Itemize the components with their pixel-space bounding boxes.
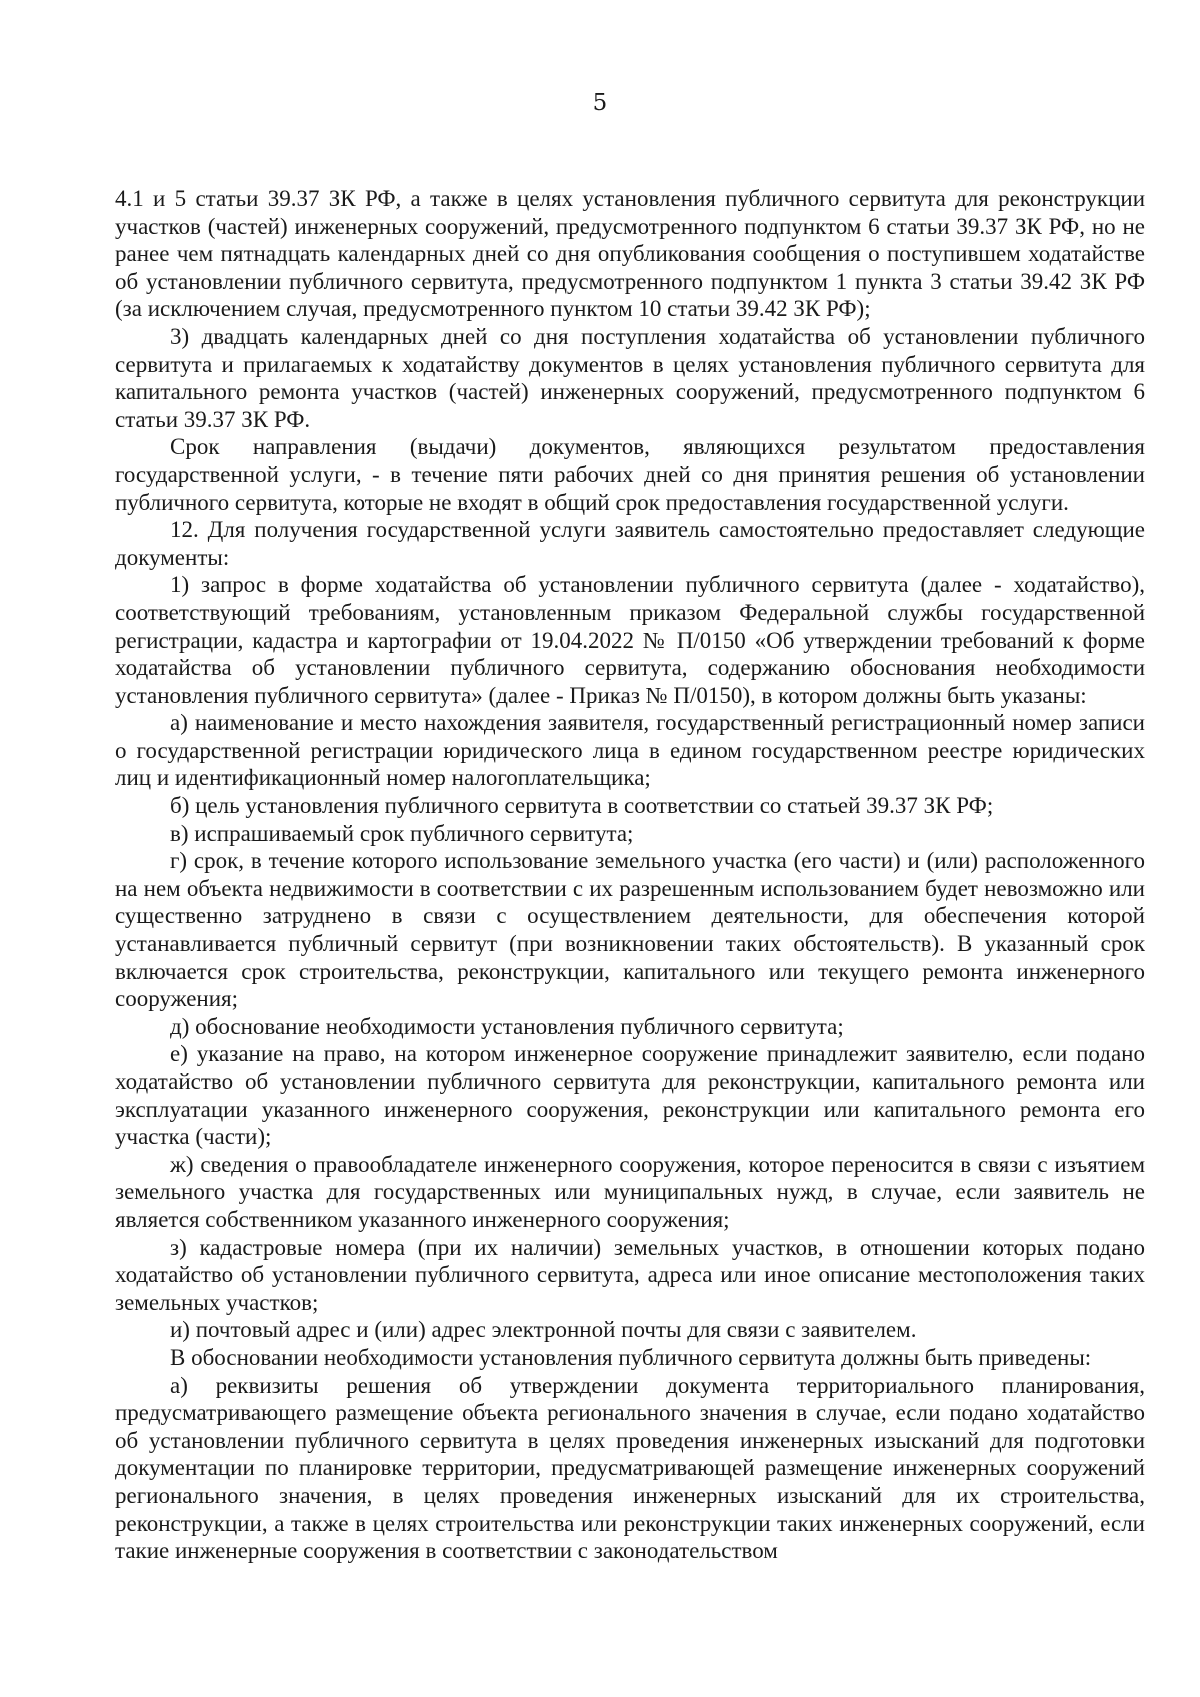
paragraph-subitem-z: з) кадастровые номера (при их наличии) земельных участков, в отношении которых подано ходатайство об установлении публичного сервитута, адреса или иное описание местоположения таких земельных участков; <box>115 1234 1145 1315</box>
page-number: 5 <box>592 90 608 116</box>
paragraph-justification-intro: В обосновании необходимости установления публичного сервитута должны быть приведены: <box>170 1344 1092 1370</box>
paragraph-delivery-term: Срок направления (выдачи) документов, являющихся результатом предоставления государственной услуги, - в течение пяти рабочих дней со дня принятия решения об установлении публичного сервитута, которые не входят в общий срок предоставления государственной услуги. <box>115 434 1145 515</box>
paragraph-section-12: 12. Для получения государственной услуги заявитель самостоятельно предоставляет следующие документы: <box>115 517 1145 570</box>
paragraph-subitem-g: г) срок, в течение которого использование земельного участка (его части) и (или) расположенного на нем объекта недвижимости в соответствии с их разрешенным использованием будет невозможно или существенно затруднено в связи с осуществлением деятельности, для обеспечения которой устанавливается публичный сервитут (при возникновении таких обстоятельств). В указанный срок включается срок строительства, реконструкции, капитального или текущего ремонта инженерного сооружения; <box>115 848 1145 1012</box>
paragraph-subitem-i: и) почтовый адрес и (или) адрес электронной почты для связи с заявителем. <box>170 1317 917 1343</box>
paragraph-item-3: 3) двадцать календарных дней со дня поступления ходатайства об установлении публичного сервитута и прилагаемых к ходатайству документов в целях установления публичного сервитута для капитального ремонта участков (частей) инженерных сооружений, предусмотренного подпунктом 6 статьи 39.37 ЗК РФ. <box>115 323 1145 432</box>
paragraph-subitem-a: а) наименование и место нахождения заявителя, государственный регистрационный номер записи о государственной регистрации юридического лица в едином государственном реестре юридических лиц и идентификационный номер налогоплательщика; <box>115 710 1145 791</box>
paragraph-justification-a: а) реквизиты решения об утверждении документа территориального планирования, предусматривающего размещение объекта регионального значения в случае, если подано ходатайство об установлении публичного сервитута в целях проведения инженерных изысканий для подготовки документации по планировке территории, предусматривающей размещение инженерных сооружений регионального значения, в целях проведения инженерных изысканий для их строительства, реконструкции, а также в целях строительства или реконструкции таких инженерных сооружений, если такие инженерные сооружения в соответствии с законодательством <box>115 1372 1145 1564</box>
paragraph-subitem-d: д) обоснование необходимости установления публичного сервитута; <box>170 1013 844 1039</box>
paragraph-subitem-e: е) указание на право, на котором инженерное сооружение принадлежит заявителю, если подано ходатайство об установлении публичного сервитута для реконструкции, капитального ремонта или эксплуатации указанного инженерного сооружения, реконструкции или капитального ремонта его участка (части); <box>115 1041 1145 1150</box>
paragraph-continuation: 4.1 и 5 статьи 39.37 ЗК РФ, а также в целях установления публичного сервитута для реконструкции участков (частей) инженерных сооружений, предусмотренного подпунктом 6 статьи 39.37 ЗК РФ, но не ранее чем пятнадцать календарных дней со дня опубликования сообщения о поступившем ходатайстве об установлении публичного сервитута, предусмотренного подпунктом 1 пункта 3 статьи 39.42 ЗК РФ (за исключением случая, предусмотренного пунктом 10 статьи 39.42 ЗК РФ); <box>115 186 1145 322</box>
paragraph-subitem-v: в) испрашиваемый срок публичного сервитута; <box>170 820 634 846</box>
paragraph-subitem-b: б) цель установления публичного сервитута в соответствии со статьей 39.37 ЗК РФ; <box>170 793 994 819</box>
paragraph-subitem-zh: ж) сведения о правообладателе инженерного сооружения, которое переносится в связи с изъятием земельного участка для государственных или муниципальных нужд, в случае, если заявитель не является собственником указанного инженерного сооружения; <box>115 1151 1145 1232</box>
document-body <box>115 185 1145 1565</box>
paragraph-item-1-request: 1) запрос в форме ходатайства об установлении публичного сервитута (далее - ходатайство), соответствующий требованиям, установленным приказом Федеральной службы государственной регистрации, кадастра и картографии от 19.04.2022 № П/0150 «Об утверждении требований к форме ходатайства об установлении публичного сервитута, содержанию обоснования необходимости установления публичного сервитута» (далее - Приказ № П/0150), в котором должны быть указаны: <box>115 572 1145 708</box>
